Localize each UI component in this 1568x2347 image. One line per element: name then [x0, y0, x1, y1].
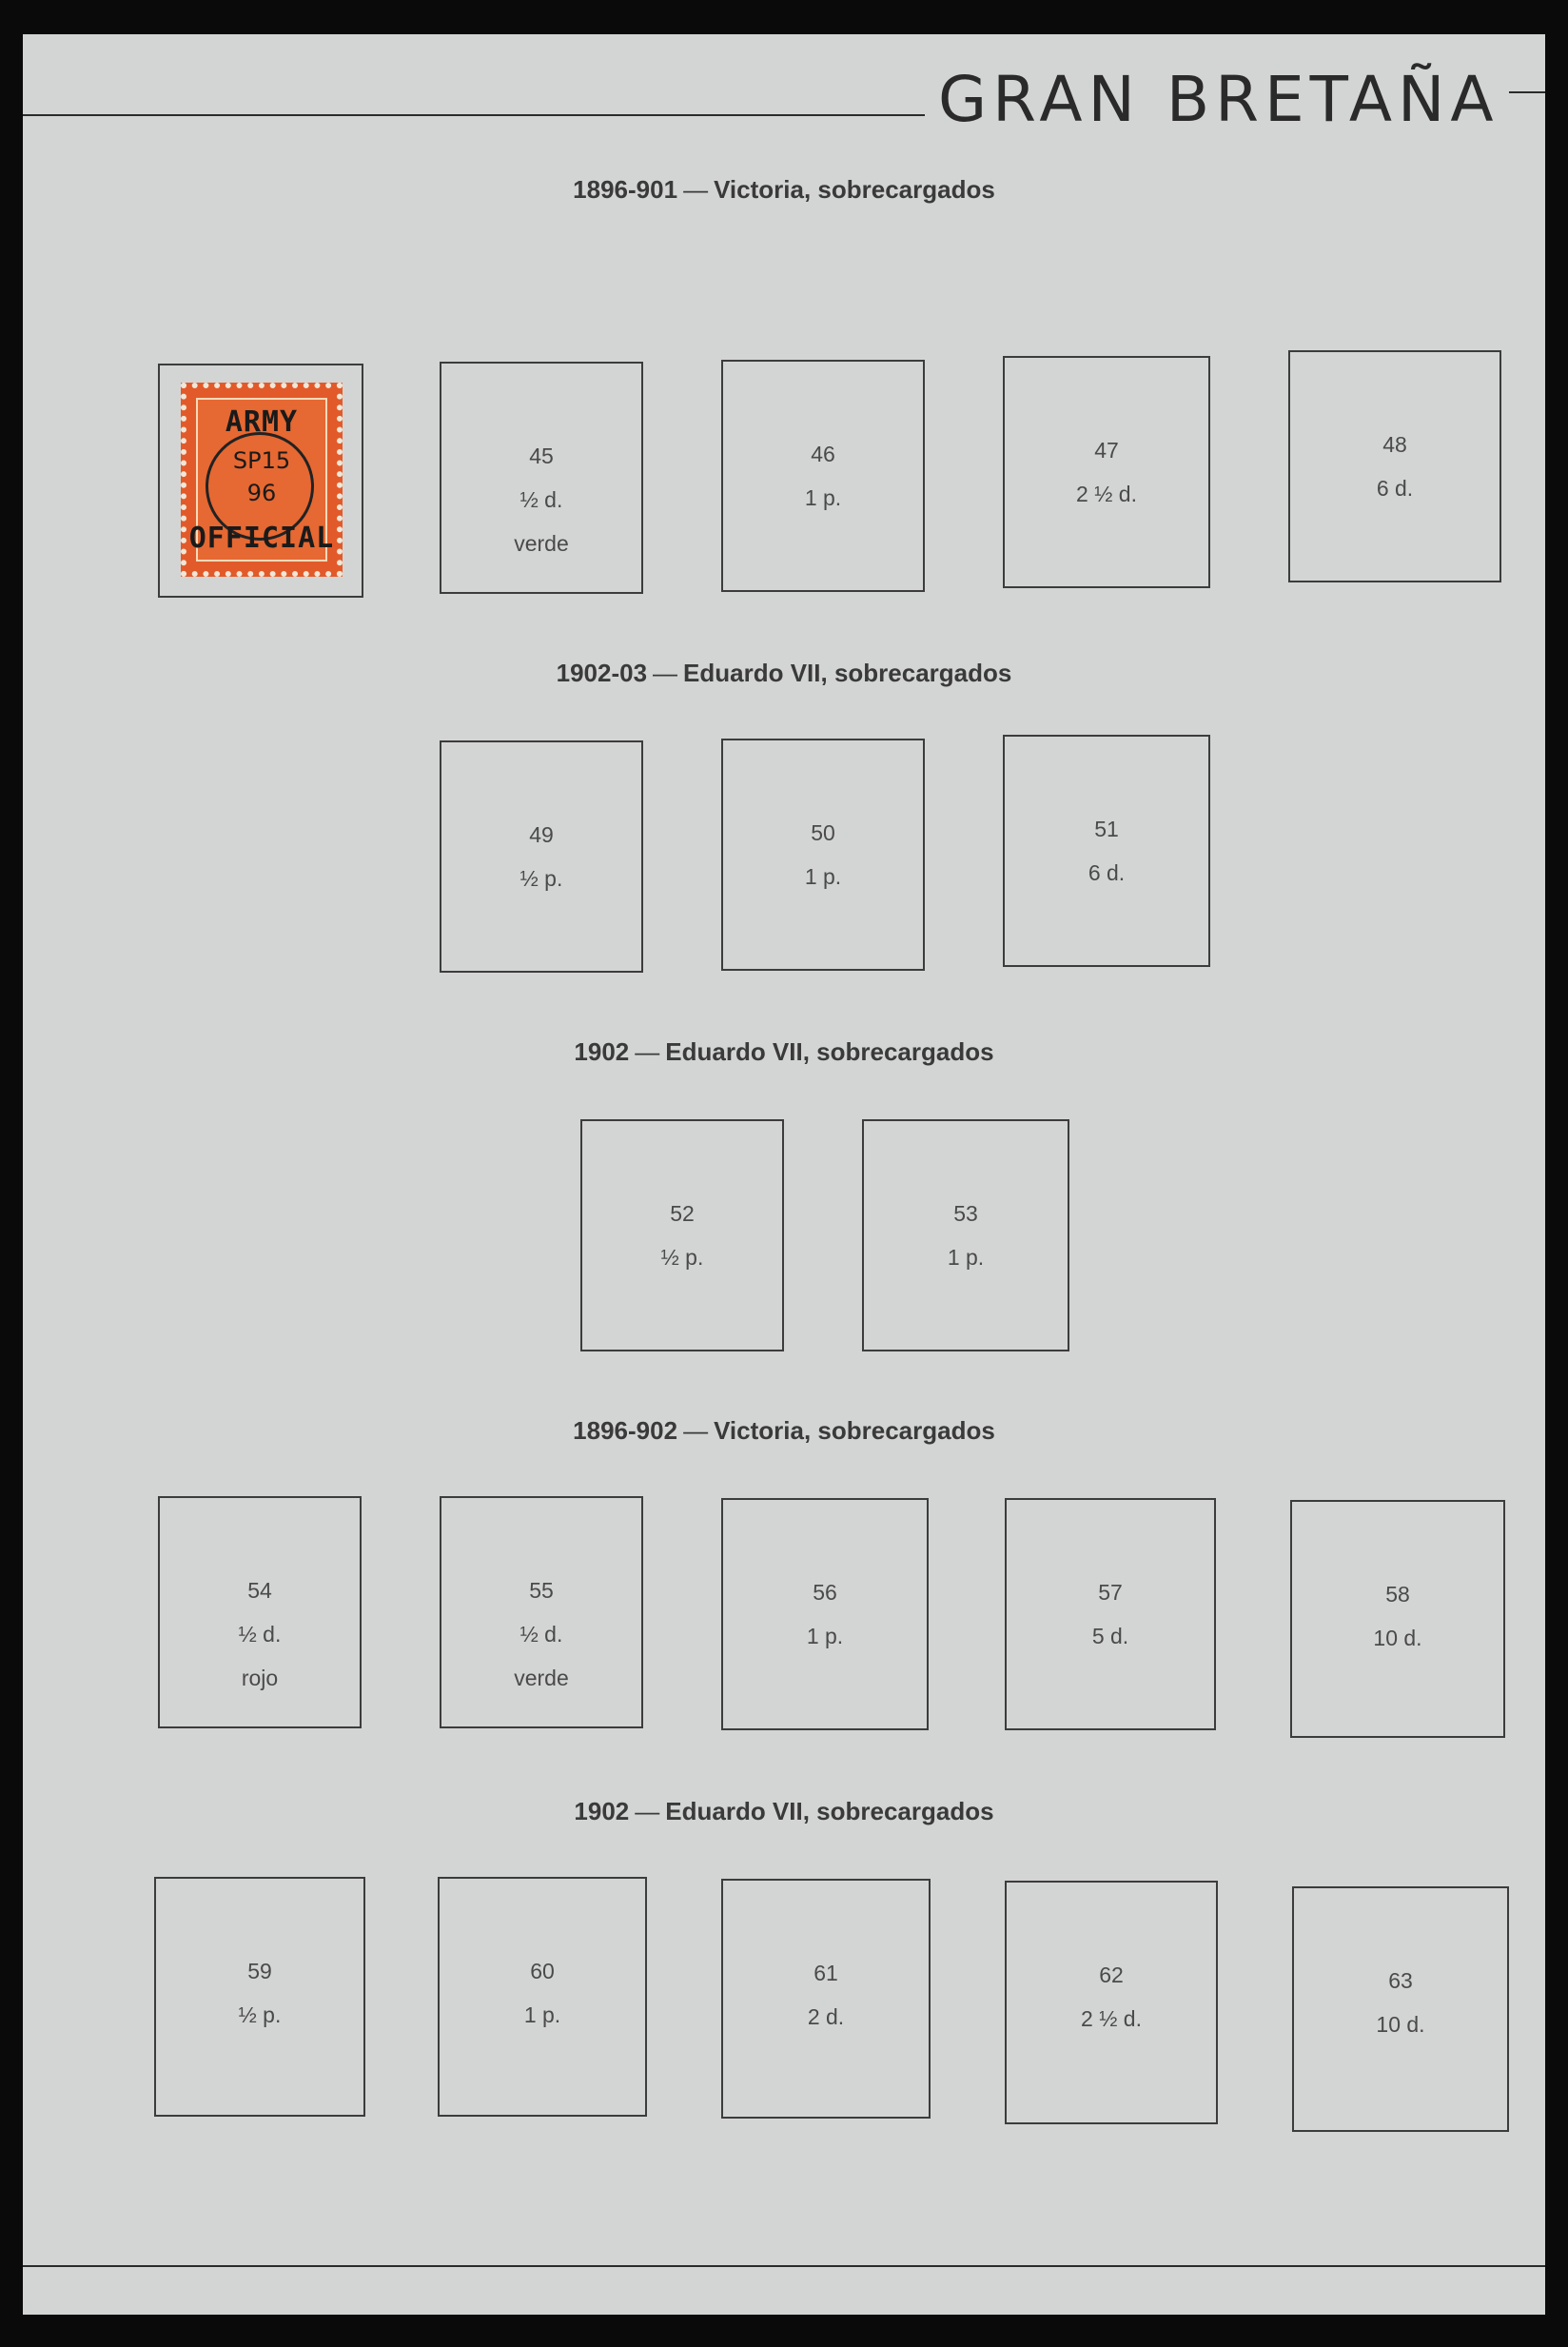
slot-number: 53: [953, 1201, 978, 1226]
stamp-slot[interactable]: [721, 360, 925, 592]
slot-value: 2 d.: [807, 2004, 845, 2029]
footer-rule: [23, 2265, 1545, 2267]
section-title: Victoria, sobrecargados: [714, 175, 995, 204]
section-heading: [23, 1037, 1545, 1067]
stamp-slot[interactable]: [1005, 1498, 1216, 1730]
section-dash: —: [653, 659, 678, 687]
slot-value: 1 p.: [523, 2002, 561, 2027]
section-title: Victoria, sobrecargados: [714, 1416, 995, 1445]
section-heading: [23, 659, 1545, 688]
section-dash: —: [635, 1037, 660, 1066]
slot-number: 46: [811, 442, 835, 466]
stamp-slot[interactable]: [580, 1119, 784, 1351]
slot-value: 6 d.: [1376, 476, 1414, 501]
slot-number: 51: [1094, 817, 1119, 841]
header-rule: [23, 114, 925, 116]
slot-number: 45: [529, 444, 554, 468]
stamp-slot[interactable]: [1005, 1881, 1218, 2124]
album-page: [23, 34, 1545, 2315]
slot-number: 49: [529, 822, 554, 847]
slot-number: 59: [247, 1959, 272, 1983]
slot-value: ½ p.: [519, 866, 563, 891]
slot-value: 1 p.: [804, 864, 842, 889]
slot-number: 61: [813, 1961, 838, 1985]
overprint-bottom: OFFICIAL: [188, 522, 335, 555]
section-heading: [23, 175, 1545, 205]
slot-number: 52: [670, 1201, 695, 1226]
postmark-date: SP15: [232, 447, 291, 474]
header-rule-right: [1509, 91, 1545, 93]
slot-number: 60: [530, 1959, 555, 1983]
slot-number: 47: [1094, 438, 1119, 463]
slot-color: verde: [514, 531, 569, 556]
section-dash: —: [683, 175, 709, 204]
section-year: 1902-03: [556, 659, 648, 687]
slot-value: 2 ½ d.: [1076, 482, 1137, 506]
slot-value: 2 ½ d.: [1081, 2006, 1142, 2031]
slot-value: 1 p.: [806, 1624, 844, 1648]
slot-number: 63: [1388, 1968, 1413, 1993]
slot-value: ½ p.: [660, 1245, 704, 1270]
stamp-slot[interactable]: [721, 739, 925, 971]
section-title: Eduardo VII, sobrecargados: [665, 1797, 994, 1825]
section-year: 1896-902: [573, 1416, 678, 1445]
stamp-slot[interactable]: [158, 1496, 362, 1728]
slot-value: 10 d.: [1373, 1626, 1422, 1650]
stamp-slot[interactable]: [1290, 1500, 1505, 1738]
slot-number: 57: [1098, 1580, 1123, 1605]
postmark-year: 96: [246, 480, 277, 506]
stamp-slot[interactable]: [440, 740, 643, 973]
stamp-slot[interactable]: [1288, 350, 1501, 582]
slot-value: ½ d.: [238, 1622, 282, 1647]
section-heading: [23, 1416, 1545, 1446]
section-dash: —: [683, 1416, 709, 1445]
section-year: 1896-901: [573, 175, 678, 204]
slot-number: 58: [1385, 1582, 1410, 1607]
stamp-slot[interactable]: [154, 1877, 365, 2117]
section-year: 1902: [574, 1037, 630, 1066]
section-heading: [23, 1797, 1545, 1826]
slot-value: ½ d.: [519, 1622, 563, 1647]
slot-value: ½ p.: [238, 2002, 282, 2027]
section-title: Eduardo VII, sobrecargados: [665, 1037, 994, 1066]
stamp-slot[interactable]: [862, 1119, 1069, 1351]
stamp-slot[interactable]: [1003, 356, 1210, 588]
stamp-slot[interactable]: [721, 1879, 931, 2119]
stamp-mount[interactable]: [158, 364, 363, 598]
stamp-slot[interactable]: [440, 362, 643, 594]
section-title: Eduardo VII, sobrecargados: [683, 659, 1012, 687]
slot-value: 1 p.: [804, 485, 842, 510]
stamp-slot[interactable]: [1292, 1886, 1509, 2132]
stamp-image: [181, 383, 343, 577]
slot-value: 1 p.: [947, 1245, 985, 1270]
slot-number: 48: [1382, 432, 1407, 457]
section-year: 1902: [574, 1797, 630, 1825]
slot-value: 6 d.: [1088, 860, 1126, 885]
stamp-slot[interactable]: [1003, 735, 1210, 967]
section-dash: —: [635, 1797, 660, 1825]
slot-number: 50: [811, 820, 835, 845]
slot-number: 55: [529, 1578, 554, 1603]
slot-value: 5 d.: [1091, 1624, 1129, 1648]
slot-number: 62: [1099, 1962, 1124, 1987]
slot-number: 54: [247, 1578, 272, 1603]
stamp-slot[interactable]: [438, 1877, 647, 2117]
overprint-top: ARMY: [225, 405, 299, 439]
slot-number: 56: [813, 1580, 837, 1605]
slot-color: rojo: [241, 1666, 279, 1690]
stamp-slot[interactable]: [721, 1498, 929, 1730]
slot-value: 10 d.: [1376, 2012, 1425, 2037]
page-title: GRAN BRETAÑA: [938, 63, 1499, 136]
slot-value: ½ d.: [519, 487, 563, 512]
stamp-slot[interactable]: [440, 1496, 643, 1728]
slot-color: verde: [514, 1666, 569, 1690]
